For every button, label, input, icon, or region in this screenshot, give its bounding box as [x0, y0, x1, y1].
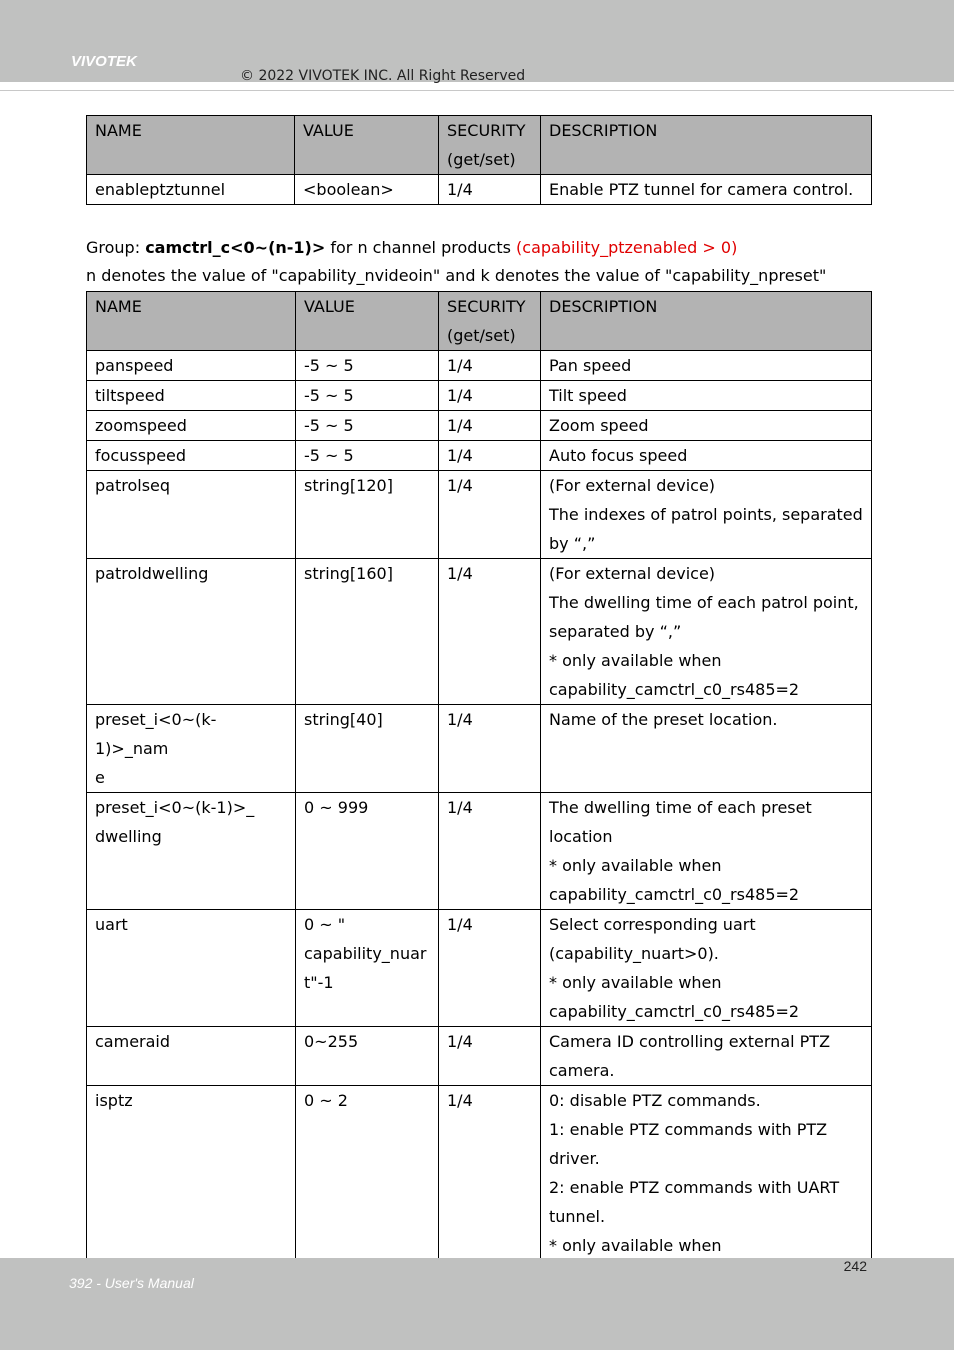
cell-value	[296, 793, 439, 910]
cell-security: 1/4	[439, 705, 541, 793]
header-name: NAME	[87, 292, 296, 351]
cell-description	[541, 910, 872, 1027]
cell-security: 1/4	[439, 175, 541, 205]
cell-security: 1/4	[439, 1027, 541, 1086]
group-heading	[86, 235, 737, 261]
cell-value	[296, 381, 439, 411]
cell-value-line: -5 ~ 5	[304, 386, 354, 405]
cell-value: <boolean>	[295, 175, 439, 205]
cell-name-line: tiltspeed	[95, 386, 165, 405]
header-security-line: (get/set)	[447, 150, 516, 169]
cell-name	[87, 705, 296, 793]
cell-description-line: The dwelling time of each patrol point,	[549, 593, 859, 612]
cell-name-line: preset_i<0~(k-1)>_	[95, 798, 255, 817]
cell-name	[87, 1027, 296, 1086]
cell-security: 1/4	[439, 351, 541, 381]
cell-value	[296, 471, 439, 559]
table-header-row	[87, 116, 872, 175]
header-description: DESCRIPTION	[541, 292, 872, 351]
cell-name-line: isptz	[95, 1091, 133, 1110]
cell-name	[87, 381, 296, 411]
cell-name-line: zoomspeed	[95, 416, 187, 435]
cell-description-line: capability_camctrl_c0_rs485=2	[549, 885, 800, 904]
cell-name	[87, 471, 296, 559]
cell-value-line: 0 ~ "	[304, 915, 346, 934]
table-row	[87, 1027, 872, 1086]
header-value: VALUE	[296, 292, 439, 351]
cell-name	[87, 351, 296, 381]
cell-description	[541, 351, 872, 381]
page-footer	[0, 1258, 954, 1350]
cell-description	[541, 1086, 872, 1261]
group-condition: (capability_ptzenabled > 0)	[516, 238, 738, 257]
cell-description	[541, 705, 872, 793]
cell-name-line: e	[95, 768, 105, 787]
copyright: © 2022 VIVOTEK INC. All Right Reserved	[240, 68, 526, 84]
cell-value-line: -5 ~ 5	[304, 356, 354, 375]
cell-description-line: 2: enable PTZ commands with UART	[549, 1178, 840, 1197]
header-security	[439, 116, 541, 175]
cell-value	[296, 559, 439, 705]
cell-value	[296, 411, 439, 441]
cell-description-line: separated by “,”	[549, 622, 682, 641]
cell-security: 1/4	[439, 559, 541, 705]
group-name: camctrl_c<0~(n-1)>	[145, 238, 326, 257]
cell-description-line: 1: enable PTZ commands with PTZ	[549, 1120, 828, 1139]
cell-security: 1/4	[439, 910, 541, 1027]
header-security-line: (get/set)	[447, 326, 516, 345]
cell-security: 1/4	[439, 441, 541, 471]
cell-name: enableptztunnel	[87, 175, 295, 205]
header-security-line: SECURITY	[447, 297, 526, 316]
cell-value-line: -5 ~ 5	[304, 446, 354, 465]
table-row	[87, 793, 872, 910]
cell-description-line: tunnel.	[549, 1207, 606, 1226]
cell-description-line: * only available when	[549, 1236, 722, 1255]
cell-name-line: preset_i<0~(k-1)>_nam	[95, 710, 217, 758]
header-security-line: SECURITY	[447, 121, 526, 140]
table-row	[87, 1086, 872, 1261]
cell-description-line: by “,”	[549, 534, 596, 553]
header-value: VALUE	[295, 116, 439, 175]
cell-description-line: * only available when	[549, 856, 722, 875]
cell-description-line: (For external device)	[549, 564, 716, 583]
cell-description-line: (capability_nuart>0).	[549, 944, 719, 963]
cell-value	[296, 1086, 439, 1261]
cell-description-line: capability_camctrl_c0_rs485=2	[549, 1002, 800, 1021]
table-row	[87, 411, 872, 441]
cell-value-line: -5 ~ 5	[304, 416, 354, 435]
table-row	[87, 175, 872, 205]
cell-description-line: Tilt speed	[549, 386, 627, 405]
cell-description-line: * only available when	[549, 651, 722, 670]
cell-description-line: The indexes of patrol points, separated	[549, 505, 863, 524]
manual-label: 392 - User's Manual	[69, 1275, 194, 1291]
group-middle: for n channel products	[325, 238, 517, 257]
header-security	[439, 292, 541, 351]
cell-name-line: uart	[95, 915, 128, 934]
cell-value-line: 0 ~ 999	[304, 798, 369, 817]
cell-security: 1/4	[439, 411, 541, 441]
cell-description-line: 0: disable PTZ commands.	[549, 1091, 761, 1110]
cell-value-line: 0~255	[304, 1032, 359, 1051]
cell-description-line: Zoom speed	[549, 416, 649, 435]
cell-description	[541, 381, 872, 411]
cell-description-line: Select corresponding uart	[549, 915, 756, 934]
table-row	[87, 471, 872, 559]
cell-name	[87, 441, 296, 471]
cell-value	[296, 351, 439, 381]
cell-name	[87, 559, 296, 705]
group-prefix: Group:	[86, 238, 146, 257]
header-description: DESCRIPTION	[541, 116, 872, 175]
cell-description	[541, 411, 872, 441]
cell-name	[87, 411, 296, 441]
cell-description	[541, 441, 872, 471]
table-row	[87, 351, 872, 381]
cell-value-line: string[160]	[304, 564, 393, 583]
cell-value-line: string[40]	[304, 710, 383, 729]
cell-value	[296, 441, 439, 471]
cell-description	[541, 559, 872, 705]
cell-value-line: capability_nuar	[304, 944, 427, 963]
cell-name	[87, 1086, 296, 1261]
cell-description-line: The dwelling time of each preset	[549, 798, 812, 817]
table-header-row	[87, 292, 872, 351]
cell-description-line: Pan speed	[549, 356, 632, 375]
cell-value-line: t"-1	[304, 973, 334, 992]
table-row	[87, 910, 872, 1027]
cell-name-line: dwelling	[95, 827, 162, 846]
cell-name-line: patroldwelling	[95, 564, 209, 583]
parameter-table-2	[86, 291, 872, 1261]
header-divider	[0, 90, 954, 91]
table-row	[87, 705, 872, 793]
cell-description-line: (For external device)	[549, 476, 716, 495]
cell-description-line: Name of the preset location.	[549, 710, 778, 729]
cell-value	[296, 705, 439, 793]
cell-name-line: focusspeed	[95, 446, 187, 465]
cell-description-line: location	[549, 827, 613, 846]
cell-description-line: driver.	[549, 1149, 600, 1168]
cell-description-line: capability_camctrl_c0_rs485=2	[549, 680, 800, 699]
cell-name	[87, 910, 296, 1027]
cell-security: 1/4	[439, 1086, 541, 1261]
cell-description-line: Camera ID controlling external PTZ	[549, 1032, 831, 1051]
cell-description: Enable PTZ tunnel for camera control.	[541, 175, 872, 205]
cell-description	[541, 793, 872, 910]
cell-value	[296, 910, 439, 1027]
cell-description-line: camera.	[549, 1061, 615, 1080]
cell-security: 1/4	[439, 793, 541, 910]
table-row	[87, 441, 872, 471]
cell-description-line: * only available when	[549, 973, 722, 992]
group-note: n denotes the value of "capability_nvideoin" and k denotes the value of "capability_npreset"	[86, 266, 827, 285]
header-name: NAME	[87, 116, 295, 175]
cell-name-line: panspeed	[95, 356, 174, 375]
table-row	[87, 381, 872, 411]
parameter-table-1	[86, 115, 872, 205]
cell-description	[541, 471, 872, 559]
cell-description-line: Auto focus speed	[549, 446, 688, 465]
table-row	[87, 559, 872, 705]
cell-description	[541, 1027, 872, 1086]
cell-value-line: string[120]	[304, 476, 393, 495]
cell-value-line: 0 ~ 2	[304, 1091, 348, 1110]
page-number: 242	[843, 1258, 867, 1274]
cell-security: 1/4	[439, 471, 541, 559]
cell-value	[296, 1027, 439, 1086]
brand-logo: VIVOTEK	[71, 53, 137, 70]
cell-name-line: cameraid	[95, 1032, 171, 1051]
cell-name-line: patrolseq	[95, 476, 171, 495]
cell-security: 1/4	[439, 381, 541, 411]
cell-name	[87, 793, 296, 910]
